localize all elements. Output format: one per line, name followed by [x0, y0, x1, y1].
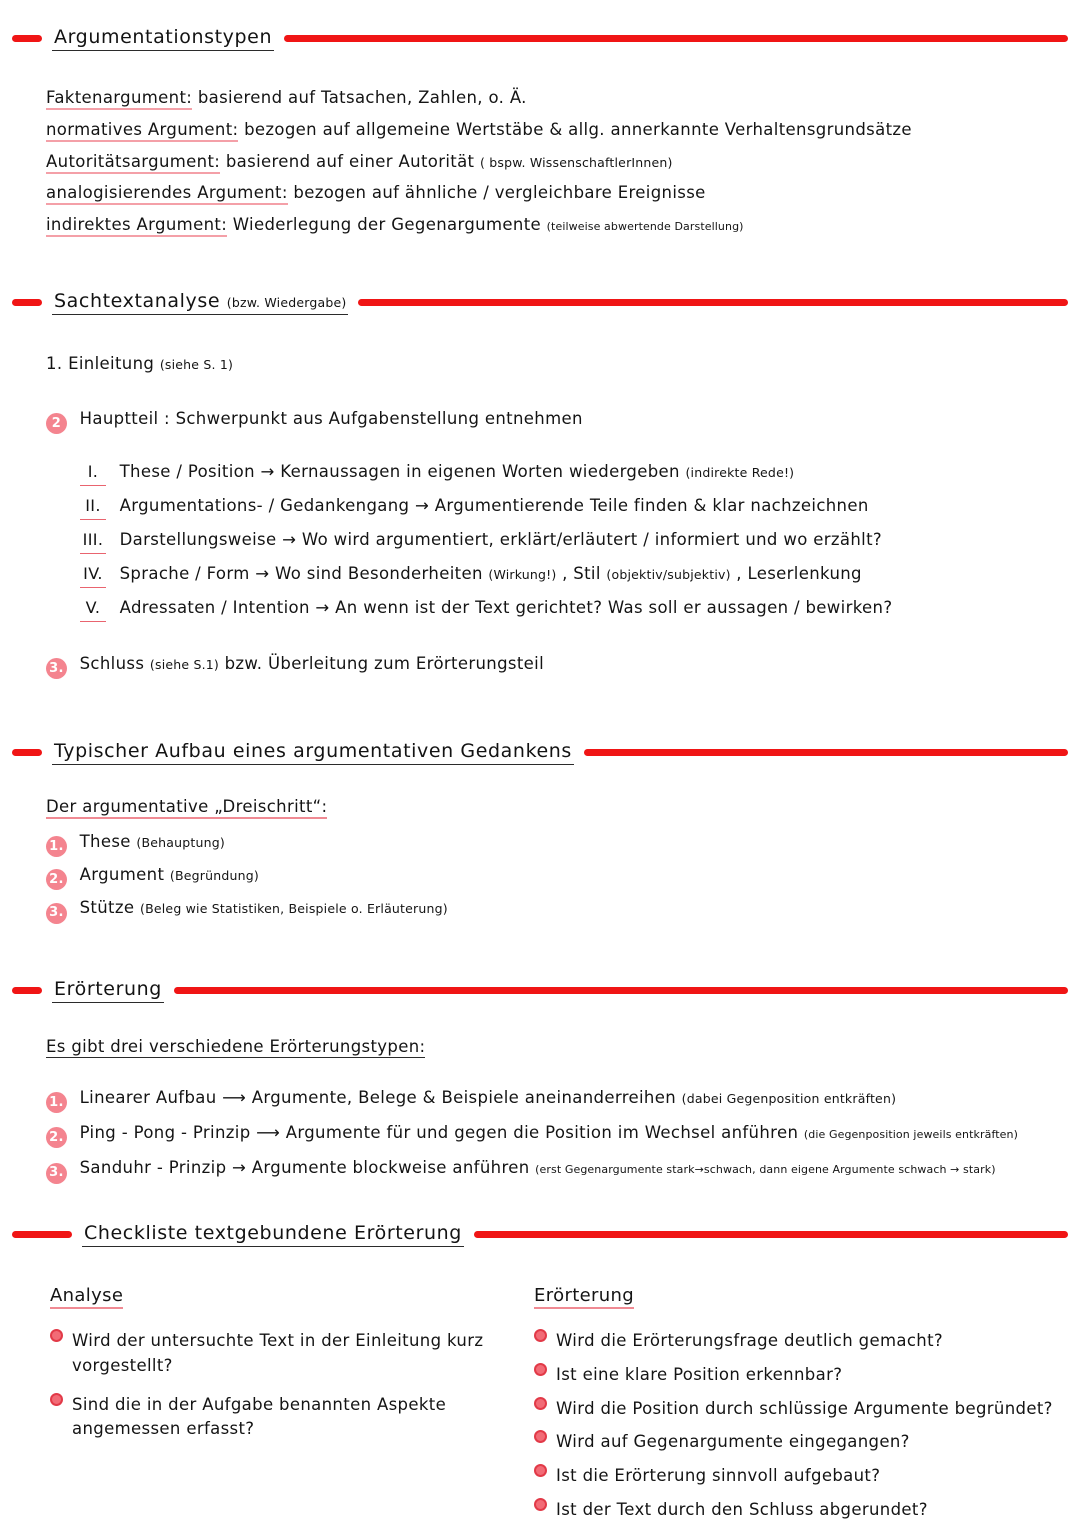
checklist-item[interactable]	[534, 1397, 1064, 1422]
roman-item	[80, 460, 1056, 486]
item-note: (Begründung)	[169, 868, 259, 883]
aufbau-lead-text: Der argumentative „Dreischritt“:	[46, 797, 327, 819]
step-1	[46, 352, 1056, 377]
roman-text: Darstellungsweise → Wo wird argumentiert, erklärt/erläutert / informiert und wo erzählt?	[119, 530, 883, 549]
roman-note: (indirekte Rede!)	[685, 465, 795, 480]
checklist-item-text: Wird die Position durch schlüssige Argumente begründet?	[556, 1398, 1053, 1418]
step-2	[46, 407, 1056, 434]
roman-text: Sprache / Form → Wo sind Besonderheiten	[119, 564, 483, 583]
checklist-heading-text: Erörterung	[534, 1285, 634, 1309]
item-note: (Beleg wie Statistiken, Beispiele o. Erläuterung)	[140, 901, 448, 917]
checklist-item-text: Wird auf Gegenargumente eingegangen?	[556, 1432, 910, 1452]
list-item	[46, 213, 1056, 238]
argumentationstypen-list	[46, 86, 1056, 238]
sachtextanalyse-body	[46, 352, 1056, 679]
checklist-item-text: Sind die in der Aufgabe benannten Aspekte angemessen erfasst?	[72, 1394, 447, 1439]
roman-text: Adressaten / Intention → An wenn ist der Text gerichtet? Was soll er aussagen / bewirken?	[119, 598, 893, 617]
section-title-checkliste: Checkliste textgebundene Erörterung	[82, 1222, 464, 1247]
red-bar-right	[584, 749, 1068, 756]
red-bar-left	[12, 299, 42, 306]
section-header-checkliste	[12, 1222, 1068, 1247]
step-text: Schluss	[79, 654, 145, 673]
checklist-item-text: Ist der Text durch den Schluss abgerundet?	[556, 1499, 928, 1519]
step-note: (siehe S. 1)	[159, 357, 234, 372]
eroerterung-body	[46, 1035, 1060, 1184]
step-text: Einleitung	[68, 354, 155, 373]
item-text: Linearer Aufbau ⟶ Argumente, Belege & Beispiele aneinanderreihen	[79, 1087, 677, 1107]
red-bar-right	[284, 35, 1068, 42]
roman-number: III.	[80, 528, 106, 554]
section-header-argumentationstypen	[12, 26, 1068, 51]
roman-text: These / Position → Kernaussagen in eigenen Worten wiedergeben	[119, 462, 680, 481]
roman-item	[80, 494, 1056, 520]
list-item	[46, 1086, 1060, 1113]
roman-number: I.	[80, 460, 106, 486]
roman-note-2: (objektiv/subjektiv)	[606, 567, 731, 582]
checklist-heading	[50, 1282, 520, 1309]
bullet-dot-icon	[534, 1464, 547, 1477]
definition: bezogen auf ähnliche / vergleichbare Ereignisse	[293, 183, 706, 203]
list-item	[46, 86, 1056, 111]
roman-item	[80, 528, 1056, 554]
list-item	[46, 1121, 1060, 1148]
item-number-badge: 2.	[46, 1127, 67, 1148]
list-item	[46, 181, 1056, 206]
checklist-item[interactable]	[534, 1464, 1064, 1489]
roman-number: V.	[80, 596, 106, 622]
checklist-item-text: Wird der untersuchte Text in der Einleitung kurz vorgestellt?	[72, 1331, 484, 1375]
item-text: These	[79, 831, 131, 851]
definition: basierend auf einer Autorität	[225, 151, 475, 171]
red-bar-left	[12, 1231, 72, 1238]
section-title-sachtextanalyse	[52, 290, 348, 315]
checklist-item[interactable]	[50, 1329, 520, 1379]
list-item	[46, 896, 1056, 923]
item-number-badge: 3.	[46, 903, 67, 924]
red-bar-left	[12, 35, 42, 42]
term: normatives Argument:	[46, 120, 238, 142]
roman-list	[80, 460, 1056, 622]
bullet-dot-icon	[534, 1397, 547, 1410]
checklist-heading	[534, 1282, 1064, 1309]
bullet-dot-icon	[50, 1393, 63, 1406]
bullet-dot-icon	[50, 1329, 63, 1342]
item-note: (dabei Gegenposition entkräften)	[681, 1090, 897, 1106]
eroerterung-lead-text: Es gibt drei verschiedene Erörterungstypen:	[46, 1037, 426, 1056]
term: Faktenargument:	[46, 88, 192, 110]
step-text-2: bzw. Überleitung zum Erörterungsteil	[224, 654, 545, 673]
item-text: Ping - Pong - Prinzip ⟶ Argumente für und gegen die Position im Wechsel anführen	[79, 1123, 799, 1142]
checklist-item[interactable]	[534, 1498, 1064, 1523]
item-note: (die Gegenposition jeweils entkräften)	[803, 1128, 1018, 1141]
checklist-item[interactable]	[534, 1363, 1064, 1388]
item-note: (Behauptung)	[136, 834, 225, 850]
section-title-text: Sachtextanalyse	[54, 290, 221, 312]
term: analogisierendes Argument:	[46, 183, 288, 205]
item-number-badge: 2.	[46, 869, 67, 890]
checklist-column-analyse	[50, 1282, 520, 1442]
list-item	[46, 863, 1056, 890]
section-title-argumentationstypen: Argumentationstypen	[52, 26, 274, 51]
item-text: Sanduhr - Prinzip → Argumente blockweise anführen	[79, 1158, 530, 1178]
definition-note: ( bspw. WissenschaftlerInnen)	[480, 154, 673, 170]
list-item	[46, 118, 1056, 143]
checklist-item[interactable]	[50, 1393, 520, 1443]
red-bar-right	[358, 299, 1068, 306]
item-note: (erst Gegenargumente stark→schwach, dann eigene Argumente schwach → stark)	[535, 1163, 996, 1177]
step-number: 1.	[46, 354, 63, 373]
list-item	[46, 150, 1056, 175]
red-bar-right	[474, 1231, 1068, 1238]
item-text: Stütze	[79, 898, 135, 918]
definition-note: (teilweise abwertende Darstellung)	[546, 220, 744, 233]
red-bar-left	[12, 987, 42, 994]
section-header-sachtextanalyse	[12, 290, 1068, 315]
list-item	[46, 830, 1056, 857]
aufbau-lead	[46, 795, 1056, 820]
bullet-dot-icon	[534, 1430, 547, 1443]
eroerterung-lead	[46, 1035, 1060, 1060]
roman-note: (Wirkung!)	[488, 567, 557, 582]
roman-text-3: , Leserlenkung	[736, 564, 862, 583]
definition: bezogen auf allgemeine Wertstäbe & allg. annerkannte Verhaltensgrundsätze	[244, 119, 912, 139]
roman-text: Argumentations- / Gedankengang → Argumentierende Teile finden & klar nachzeichnen	[119, 496, 869, 515]
step-note: (siehe S.1)	[149, 657, 219, 672]
roman-item	[80, 596, 1056, 622]
step-text: Hauptteil : Schwerpunkt aus Aufgabenstellung entnehmen	[79, 408, 583, 428]
item-text: Argument	[79, 865, 165, 884]
checklist-item-text: Ist eine klare Position erkennbar?	[556, 1364, 843, 1384]
red-bar-left	[12, 749, 42, 756]
checklist-item-text: Wird die Erörterungsfrage deutlich gemacht?	[556, 1331, 944, 1350]
checklist-item-text: Ist die Erörterung sinnvoll aufgebaut?	[556, 1466, 881, 1485]
roman-text-2: , Stil	[562, 564, 601, 583]
step-number-badge: 2	[46, 413, 67, 434]
checklist-item[interactable]	[534, 1430, 1064, 1455]
red-bar-right	[174, 987, 1068, 994]
step-number-badge: 3.	[46, 658, 67, 679]
section-title-eroerterung: Erörterung	[52, 978, 164, 1003]
item-number-badge: 1.	[46, 836, 67, 857]
section-subtitle: (bzw. Wiedergabe)	[226, 295, 347, 310]
checklist-item[interactable]	[534, 1329, 1064, 1354]
roman-item	[80, 562, 1056, 588]
aufbau-body	[46, 795, 1056, 924]
roman-number: II.	[80, 494, 106, 520]
definition: basierend auf Tatsachen, Zahlen, o. Ä.	[197, 88, 527, 107]
item-number-badge: 1.	[46, 1092, 67, 1113]
checklist-column-eroerterung	[534, 1282, 1064, 1523]
section-header-eroerterung	[12, 978, 1068, 1003]
bullet-dot-icon	[534, 1498, 547, 1511]
term: Autoritätsargument:	[46, 152, 220, 174]
checklist-heading-text: Analyse	[50, 1285, 123, 1309]
item-number-badge: 3.	[46, 1163, 67, 1184]
step-3	[46, 652, 1056, 679]
list-item	[46, 1156, 1060, 1183]
section-header-aufbau	[12, 740, 1068, 765]
roman-number: IV.	[80, 562, 106, 588]
bullet-dot-icon	[534, 1363, 547, 1376]
bullet-dot-icon	[534, 1329, 547, 1342]
term: indirektes Argument:	[46, 215, 227, 237]
definition: Wiederlegung der Gegenargumente	[232, 215, 542, 234]
section-title-aufbau: Typischer Aufbau eines argumentativen Gedankens	[52, 740, 574, 765]
